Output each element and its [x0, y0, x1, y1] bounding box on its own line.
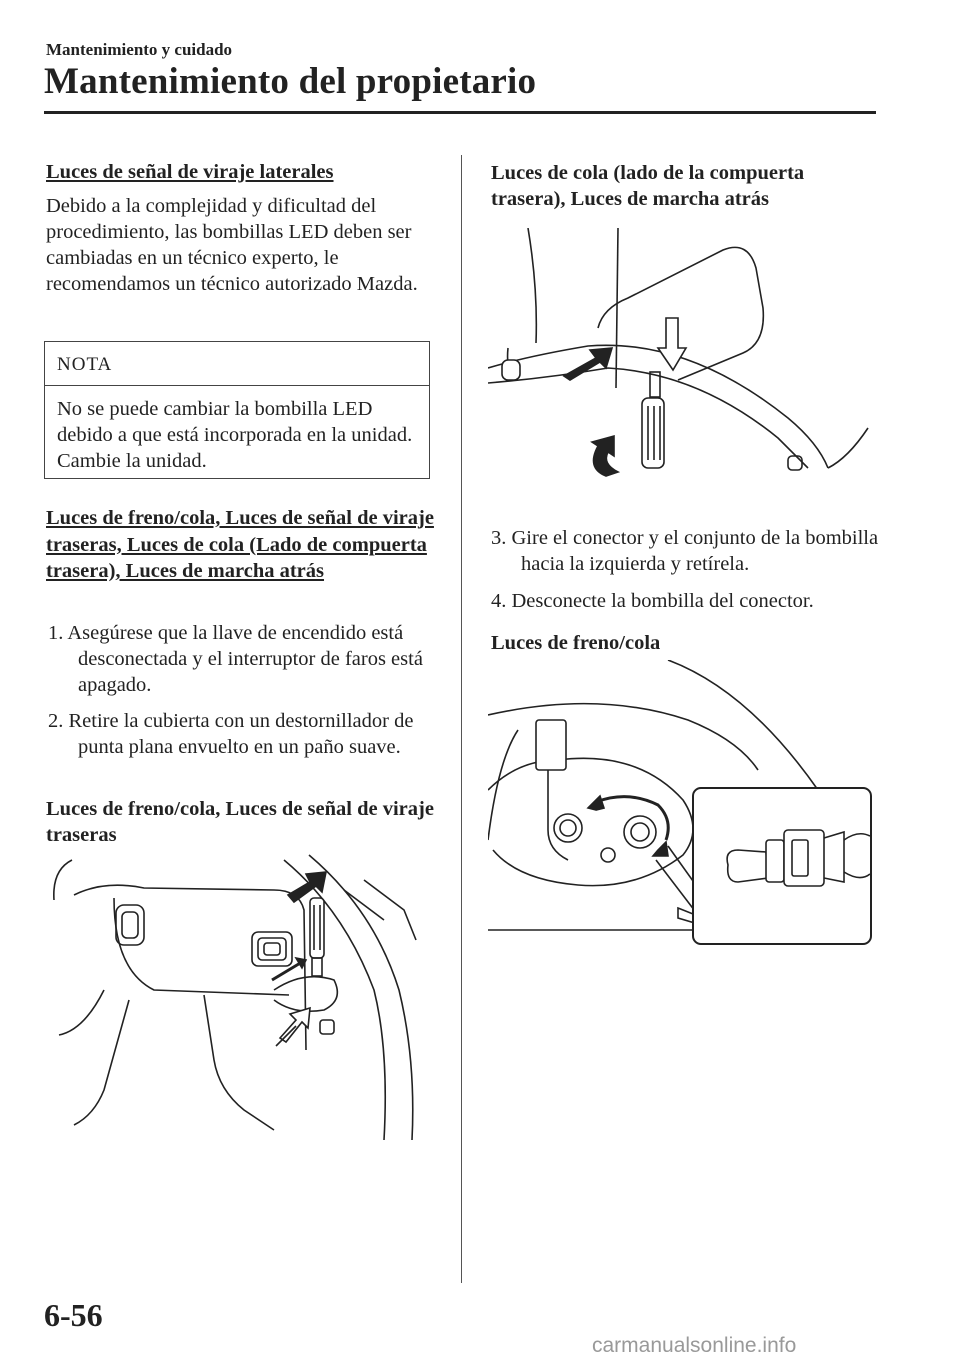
bulb-connector-illustration: [488, 660, 878, 950]
step-4: 4. Desconecte la bombilla del conector.: [491, 590, 814, 612]
section-label: Mantenimiento y cuidado: [46, 40, 233, 59]
heading-side-turn-signals: Luces de señal de viraje laterales: [46, 161, 334, 183]
page-title: Mantenimiento del propietario: [44, 61, 537, 102]
title-rule: [44, 111, 876, 114]
subheading-brake-turn: Luces de freno/cola, Luces de señal de viraje traseras: [46, 798, 434, 846]
liftgate-cover-illustration: [488, 228, 883, 498]
step-1: 1. Asegúrese que la llave de encendido está desconectada y el interruptor de faros está apagado.: [48, 622, 423, 696]
note-text: No se puede cambiar la bombilla LED debido a que está incorporada en la unidad. Cambie la unidad.: [57, 398, 413, 472]
subheading-brake-tail: Luces de freno/cola: [491, 632, 661, 654]
step-3: 3. Gire el conector y el conjunto de la bombilla hacia la izquierda y retírela.: [491, 527, 879, 575]
note-box: [44, 341, 430, 479]
watermark: carmanualsonline.info: [592, 1334, 797, 1357]
page-number: 6-56: [44, 1297, 103, 1333]
subheading-liftgate: Luces de cola (lado de la compuerta trasera), Luces de marcha atrás: [491, 162, 805, 210]
paragraph-side-turn-signals: Debido a la complejidad y dificultad del procedimiento, las bombillas LED deben ser cambiadas en un técnico experto, le recomendamos un técnico autorizado Mazda.: [46, 195, 418, 295]
heading-rear-lights: Luces de freno/cola, Luces de señal de viraje traseras, Luces de cola (Lado de compuerta trasera), Luces de marcha atrás: [46, 507, 434, 582]
note-label: NOTA: [45, 342, 429, 386]
step-2: 2. Retire la cubierta con un destornillador de punta plana envuelto en un paño suave.: [48, 710, 414, 758]
trunk-side-cover-illustration: [44, 850, 439, 1145]
